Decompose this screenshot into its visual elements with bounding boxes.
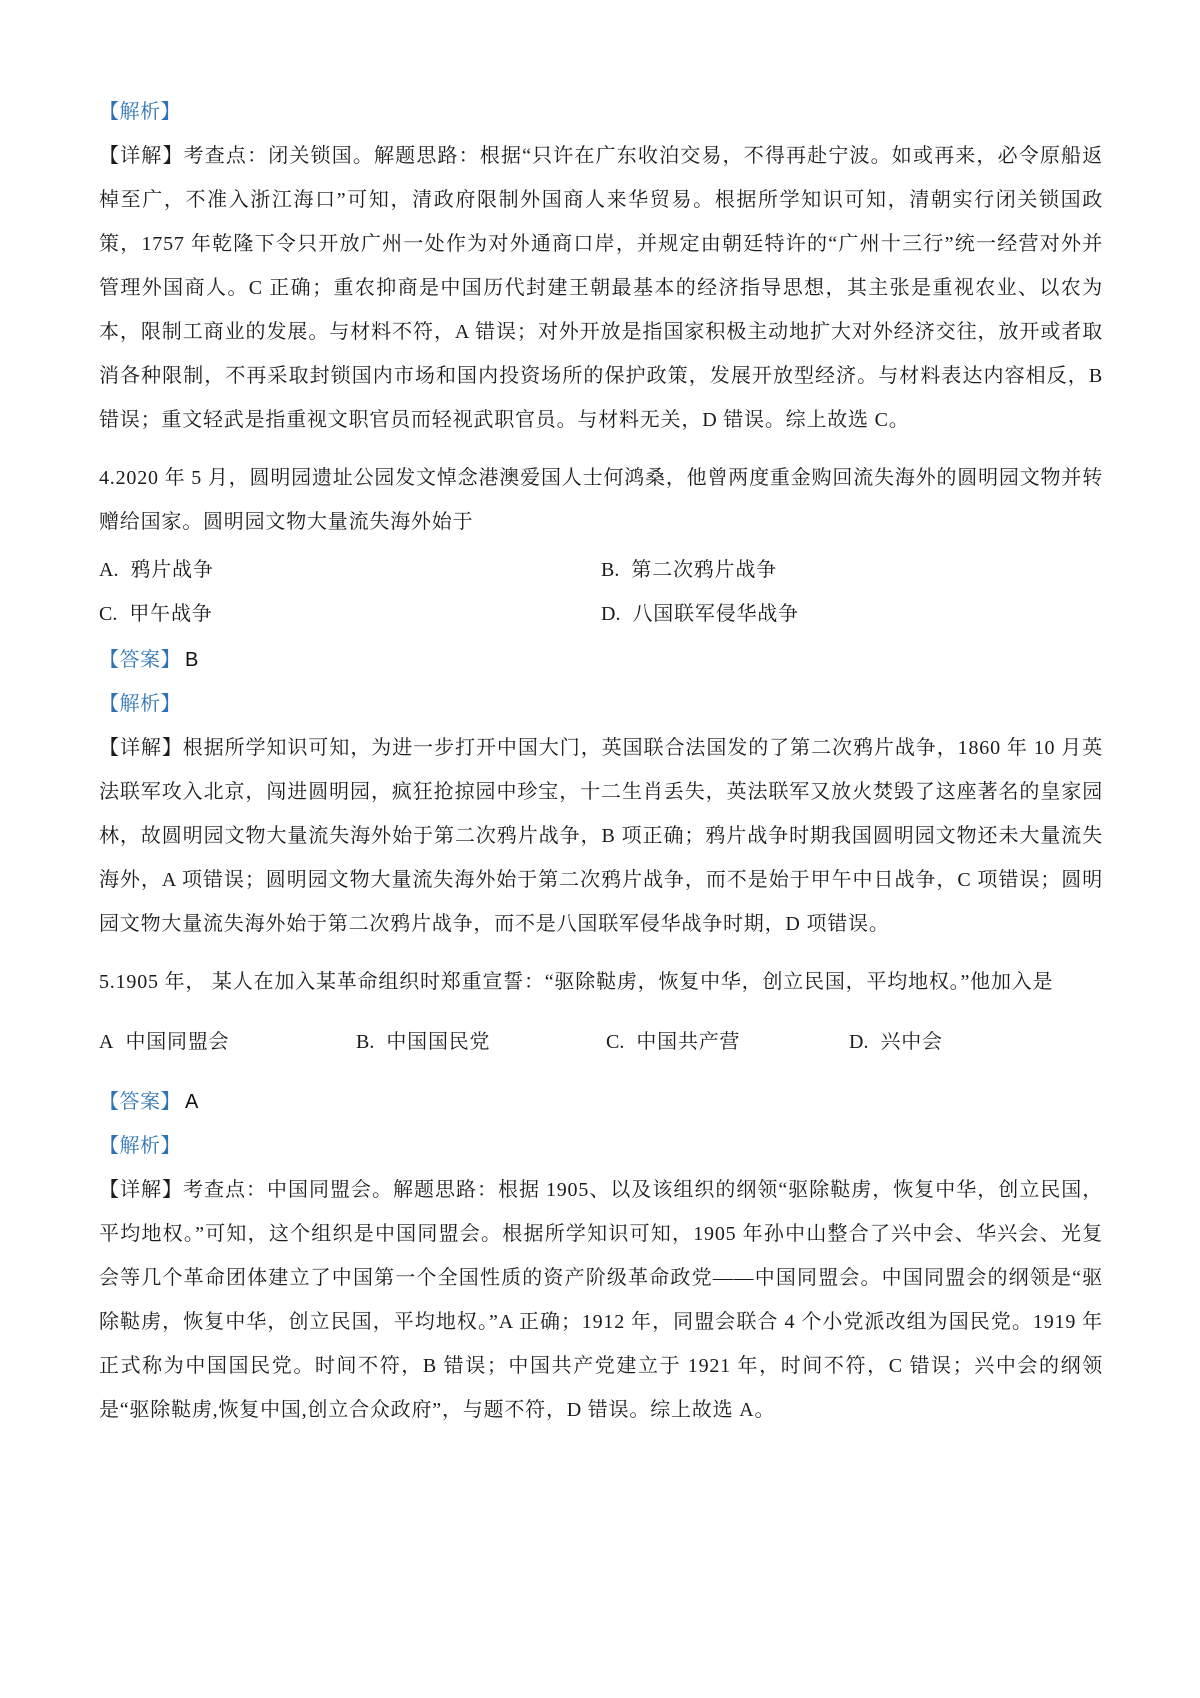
q5-option-c [606,1020,849,1064]
q5-answer-value: A [185,1091,199,1113]
q5-option-d-letter: D. [849,1031,869,1053]
question-5-options [99,1020,1103,1064]
q5-option-b-text: 中国国民党 [386,1031,491,1053]
q4-answer-value: B [185,649,199,671]
q5-option-a-text: 中国同盟会 [125,1031,230,1053]
q4-analysis-section [99,682,1103,726]
q4-option-d [601,592,1103,636]
q4-answer-line [99,638,1103,682]
q4-detail-paragraph: 【详解】根据所学知识可知，为进一步打开中国大门，英国联合法国发的了第二次鸦片战争，1860 年 10 月英法联军攻入北京，闯进圆明园，疯狂抢掠园中珍宝，十二生肖丢失，英法联军又放火焚毁了这座著名的皇家园林，故圆明园文物大量流失海外始于第二次鸦片战争，B 项正确；鸦片战争时期我国圆明园文物还未大量流失海外，A 项错误；圆明园文物大量流失海外始于第二次鸦片战争，而不是始于甲午中日战争，C 项错误；圆明园文物大量流失海外始于第二次鸦片战争，而不是八国联军侵华战争时期，D 项错误。 [99,737,1103,935]
q5-answer-line [99,1080,1103,1124]
q4-option-a [99,548,601,592]
q5-option-d-text: 兴中会 [880,1031,943,1053]
q5-answer-label: 【答案】 [99,1091,181,1113]
q5-option-b-letter: B. [356,1031,375,1053]
q4-option-d-text: 八国联军侵华战争 [632,603,799,625]
q5-option-a [99,1020,356,1064]
q5-analysis-section [99,1124,1103,1168]
q4-option-d-letter: D. [601,603,621,625]
question-4-text: 4.2020 年 5 月，圆明园遗址公园发文悼念港澳爱国人士何鸿桑，他曾两度重金购回流失海外的圆明园文物并转赠给国家。圆明园文物大量流失海外始于 [99,467,1103,533]
q3-analysis-label: 【解析】 [99,101,181,123]
q5-option-b [356,1020,606,1064]
q4-analysis-label: 【解析】 [99,693,181,715]
q4-option-b-text: 第二次鸦片战争 [631,559,777,581]
q5-option-c-text: 中国共产营 [636,1031,741,1053]
q5-option-d [849,1020,1103,1064]
q3-analysis-section [99,90,1103,134]
q4-option-c [99,592,601,636]
q4-answer-label: 【答案】 [99,649,181,671]
q3-detail-paragraph: 【详解】考查点：闭关锁国。解题思路：根据“只许在广东收泊交易，不得再赴宁波。如或再来，必令原船返棹至广，不准入浙江海口”可知，清政府限制外国商人来华贸易。根据所学知识可知，清朝实行闭关锁国政策，1757 年乾隆下令只开放广州一处作为对外通商口岸，并规定由朝廷特许的“广州十三行”统一经营对外并管理外国商人。C 正确；重农抑商是中国历代封建王朝最基本的经济指导思想，其主张是重视农业、以农为本，限制工商业的发展。与材料不符，A 错误；对外开放是指国家积极主动地扩大对外经济交往，放开或者取消各种限制，不再采取封锁国内市场和国内投资场所的保护政策，发展开放型经济。与材料表达内容相反，B 错误；重文轻武是指重视文职官员而轻视武职官员。与材料无关，D 错误。综上故选 C。 [99,145,1103,431]
q4-option-c-letter: C. [99,603,118,625]
q4-option-b [601,548,1103,592]
q4-option-c-text: 甲午战争 [129,603,213,625]
q5-option-c-letter: C. [606,1031,625,1053]
q5-detail-paragraph: 【详解】考查点：中国同盟会。解题思路：根据 1905、以及该组织的纲领“驱除鞑虏，恢复中华，创立民国，平均地权。”可知，这个组织是中国同盟会。根据所学知识可知，1905 年孙中山整合了兴中会、华兴会、光复会等几个革命团体建立了中国第一个全国性质的资产阶级革命政党——中国同盟会。中国同盟会的纲领是“驱除鞑虏，恢复中华，创立民国，平均地权。”A 正确；1912 年，同盟会联合 4 个小党派改组为国民党。1919 年正式称为中国国民党。时间不符，B 错误；中国共产党建立于 1921 年，时间不符，C 错误；兴中会的纲领是“驱除鞑虏,恢复中国,创立合众政府”，与题不符，D 错误。综上故选 A。 [99,1179,1103,1421]
q4-option-a-text: 鸦片战争 [130,559,214,581]
question-5-text: 5.1905 年， 某人在加入某革命组织时郑重宣誓：“驱除鞑虏，恢复中华，创立民国，平均地权。”他加入是 [99,971,1054,993]
q4-option-a-letter: A. [99,559,119,581]
q5-option-a-letter: A [99,1031,114,1053]
q4-option-b-letter: B. [601,559,620,581]
q5-analysis-label: 【解析】 [99,1135,181,1157]
question-4-options [99,548,1103,636]
